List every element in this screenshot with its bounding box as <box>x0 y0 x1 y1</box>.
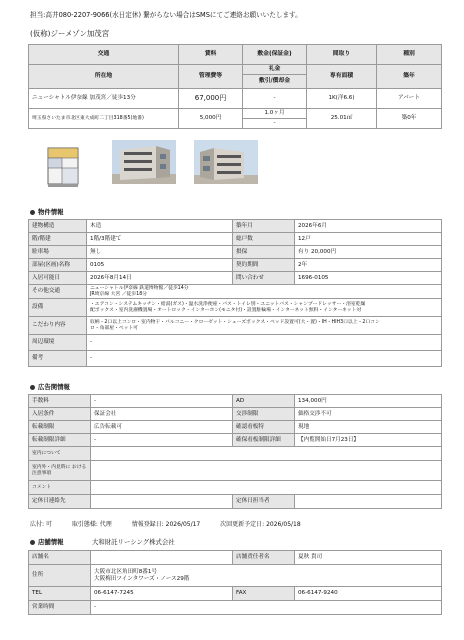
shop-hours-label: 営業時間 <box>29 601 91 615</box>
next-update-date: 次回更新予定日: 2026/05/18 <box>220 521 301 528</box>
table-row <box>29 421 442 434</box>
row-label: 確認看板特 <box>233 421 295 434</box>
row-label: 手数料 <box>29 395 91 408</box>
property-table <box>28 219 442 367</box>
type-value: アパート <box>377 88 442 108</box>
shop-tel-value: 06-6147-7245 <box>91 587 233 601</box>
section-shop-label: 店舗情報 <box>38 538 64 546</box>
equipment-value: ・エアコン・システムキッチン・給湯(ガス)・温水洗浄便座・バス・トイレ別・ユニットバス・シャンプードレッサー・浴室乾燥 配ボックス・室内洗濯機置場・オートロック・インターホン(モニタ付)・設置駐輪場・インターネット無料・インターネット対 <box>87 299 442 317</box>
shop-fax-label: FAX <box>233 587 295 601</box>
environment-label: 周辺環境 <box>29 335 87 351</box>
shop-address-value: 大阪市北区角田町8番1号 大阪梅田ツインタワーズ・ノース29階 <box>91 565 442 587</box>
key-value: 1.0ヶ月 <box>243 108 307 118</box>
ad-status: 広付: 可 <box>30 521 52 528</box>
row-value: 2026年8月14日 <box>87 272 233 285</box>
holiday-contact-label: 定休日連絡先 <box>29 495 91 509</box>
row-value <box>91 551 233 565</box>
other-transport-value: ニューシャトル伊奈線 鉄道博物館／徒歩14分 JR埼京線 大宮 ／徒歩18分 <box>87 285 442 299</box>
row-value: 1696-0105 <box>295 272 442 285</box>
bullet-icon <box>30 210 35 215</box>
building-photo-2[interactable] <box>194 140 258 184</box>
notes-value: - <box>87 351 442 367</box>
rent-value: 67,000円 <box>179 88 243 108</box>
deal-type: 取引態様: 代理 <box>71 521 112 528</box>
shop-address-label: 住所 <box>29 565 91 587</box>
contact-line: 担当:高井080-2207-9066(水日定休) 繋がらない場合はSMSにてご連絡お願いいたします。 <box>30 11 302 19</box>
property-title: (仮称)ジーメゾン加茂宮 <box>30 29 110 38</box>
features-label: こだわり内容 <box>29 317 87 335</box>
header-mgmt: 管理費等 <box>179 65 243 89</box>
row-value: 【内覧開始日7月23日】 <box>295 434 442 447</box>
building-photo-1[interactable] <box>112 140 176 184</box>
row-label: 階/階建 <box>29 233 87 246</box>
features-value: 収納・2口以上コンロ・室内物干・バルコニー・クローゼット・シューズボックス・ベッド設置可(大・置)・IH・HIH3口以上・2口コン ロ・角部屋・ペット可 <box>87 317 442 335</box>
holiday-staff-label: 定休日担当者 <box>233 495 295 509</box>
shop-hours-value: - <box>91 601 442 615</box>
row-label: 築年月 <box>233 220 295 233</box>
table-row <box>29 481 442 495</box>
row-label: 転載制限詳細 <box>29 434 91 447</box>
table-row <box>29 447 442 461</box>
row-value: 134,000円 <box>295 395 442 408</box>
table-row <box>29 434 442 447</box>
table-row <box>29 272 442 285</box>
row-value: 有り 20,000円 <box>295 246 442 259</box>
shop-table <box>28 550 442 615</box>
row-label: 問い合わせ <box>233 272 295 285</box>
row-value: 2026年6月 <box>295 220 442 233</box>
header-rent: 賃料 <box>179 45 243 65</box>
row-label: 室内外・内見時に おける注意事項 <box>29 461 91 481</box>
section-shop-heading <box>30 539 64 547</box>
transport-value: ニューシャトル伊奈線 加茂宮／徒歩13分 <box>29 88 179 108</box>
header-deposit: 敷金(保証金) <box>243 45 307 65</box>
row-value: 無し <box>87 246 233 259</box>
equipment-label: 設備 <box>29 299 87 317</box>
floor-plan-image[interactable] <box>32 144 96 188</box>
deposit-value: - <box>243 88 307 108</box>
listing-footer <box>30 521 319 528</box>
shop-company-name: 大和財託リーシング株式会社 <box>92 538 175 546</box>
row-value: - <box>91 395 233 408</box>
row-value: 広告転載可 <box>91 421 233 434</box>
row-value: 保証会社 <box>91 408 233 421</box>
header-address: 所在地 <box>29 65 179 89</box>
table-row <box>29 395 442 408</box>
section-property-heading <box>30 209 64 217</box>
age-value: 築0年 <box>377 108 442 128</box>
ad-table <box>28 394 442 509</box>
header-area: 専有面積 <box>307 65 377 89</box>
row-value <box>91 447 442 461</box>
row-label: コメント <box>29 481 91 495</box>
section-ad-label: 広告関情報 <box>38 383 70 391</box>
table-row <box>29 233 442 246</box>
shop-fax-value: 06-6147-9240 <box>295 587 442 601</box>
table-row <box>29 246 442 259</box>
summary-table <box>28 44 442 129</box>
table-row <box>29 259 442 272</box>
row-value <box>91 481 442 495</box>
row-label: 店舗名 <box>29 551 91 565</box>
layout-value: 1K(洋6.6) <box>307 88 377 108</box>
row-label: AD <box>233 395 295 408</box>
mgmt-value: 5,000円 <box>179 108 243 128</box>
row-label: 転載制限 <box>29 421 91 434</box>
row-value: 1階/3階建て <box>87 233 233 246</box>
row-label: 総戸数 <box>233 233 295 246</box>
row-label: 確保看板制限詳細 <box>233 434 295 447</box>
section-ad-heading <box>30 384 70 392</box>
table-row <box>29 551 442 565</box>
row-label: 損保 <box>233 246 295 259</box>
registered-date: 情報登録日: 2026/05/17 <box>131 521 201 528</box>
row-label: 駐車場 <box>29 246 87 259</box>
row-value: - <box>91 434 233 447</box>
row-value: 夏秋 貴司 <box>295 551 442 565</box>
notes-label: 備考 <box>29 351 87 367</box>
bullet-icon <box>30 540 35 545</box>
row-label: 入居可能日 <box>29 272 87 285</box>
header-transport: 交通 <box>29 45 179 65</box>
row-value: 0105 <box>87 259 233 272</box>
header-layout: 間取り <box>307 45 377 65</box>
header-age: 築年 <box>377 65 442 89</box>
row-label: 入居条件 <box>29 408 91 421</box>
table-row <box>29 408 442 421</box>
area-value: 25.01㎡ <box>307 108 377 128</box>
holiday-staff-value <box>295 495 442 509</box>
shop-tel-label: TEL <box>29 587 91 601</box>
shikibiki-value: - <box>243 118 307 128</box>
environment-value: - <box>87 335 442 351</box>
row-value: 木造 <box>87 220 233 233</box>
table-row <box>29 220 442 233</box>
row-value: 価格交渉不可 <box>295 408 442 421</box>
row-label: 契約期間 <box>233 259 295 272</box>
row-value: 2年 <box>295 259 442 272</box>
row-label: 店舗責任者名 <box>233 551 295 565</box>
row-label: 建物構造 <box>29 220 87 233</box>
row-label: 部屋(区画)名称 <box>29 259 87 272</box>
row-value <box>91 461 442 481</box>
header-key: 礼金 <box>243 65 307 75</box>
row-label: 室内について <box>29 447 91 461</box>
other-transport-label: その他交通 <box>29 285 87 299</box>
section-property-label: 物件情報 <box>38 208 64 216</box>
row-value: 現地 <box>295 421 442 434</box>
row-value: 12戸 <box>295 233 442 246</box>
header-shikibiki: 敷引/償却金 <box>243 74 307 88</box>
bullet-icon <box>30 385 35 390</box>
row-label: 交渉制限 <box>233 408 295 421</box>
header-type: 種別 <box>377 45 442 65</box>
address-value: 埼玉県さいたま市北区東大成町二丁目318番5(地番) <box>29 108 179 128</box>
holiday-contact-value <box>91 495 233 509</box>
table-row <box>29 461 442 481</box>
